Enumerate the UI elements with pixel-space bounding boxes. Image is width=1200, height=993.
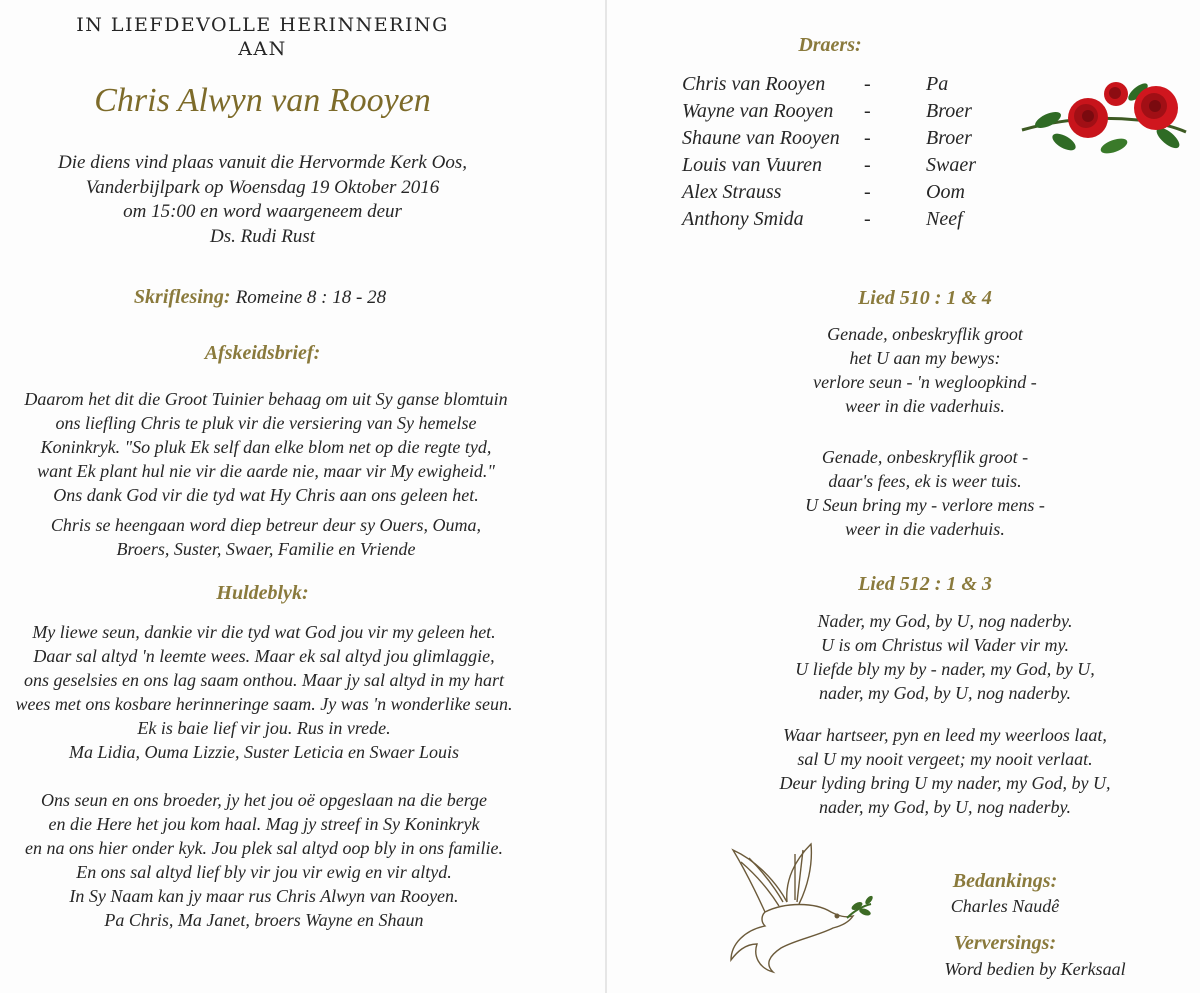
farewell-heading: Afskeidsbrief: xyxy=(204,342,321,364)
hymn2-text xyxy=(745,609,1145,819)
header-line-1: IN LIEFDEVOLLE HERINNERING xyxy=(76,14,449,36)
hymn1-heading: Lied 510 : 1 & 4 xyxy=(858,287,992,309)
hymn-line: sal U my nooit vergeet; my nooit verlaat. xyxy=(797,749,1093,769)
bearer-name: Anthony Smida xyxy=(682,208,804,230)
farewell-line: Daarom het dit die Groot Tuinier behaag om uit Sy ganse blomtuin xyxy=(24,389,508,409)
deceased-name: Chris Alwyn van Rooyen xyxy=(94,82,431,119)
tribute-line: En ons sal altyd lief bly vir jou vir ewig en vir altyd. xyxy=(76,862,452,882)
service-line: om 15:00 en word waargeneem deur xyxy=(123,201,402,222)
tribute-line: Ons seun en ons broeder, jy het jou oë opgeslaan na die berge xyxy=(40,790,488,810)
dove-icon xyxy=(725,840,875,980)
hymn-line: weer in die vaderhuis. xyxy=(845,519,1005,539)
farewell-line: Chris se heengaan word diep betreur deur sy Ouers, Ouma, xyxy=(50,515,482,535)
thanks-value: Charles Naudê xyxy=(950,896,1060,916)
tribute-line: Pa Chris, Ma Janet, broers Wayne en Shaun xyxy=(104,910,424,930)
header-line-2: AAN xyxy=(238,38,287,60)
refreshments-heading: Verversings: xyxy=(953,932,1057,954)
bearer-name: Chris van Rooyen xyxy=(682,73,826,95)
hymn-line: Waar hartseer, pyn en leed my weerloos laat, xyxy=(783,725,1107,745)
service-details xyxy=(0,151,525,249)
farewell-line: Koninkryk. "So pluk Ek self dan elke blom net op die regte tyd, xyxy=(40,437,492,457)
tribute-line: Ma Lidia, Ouma Lizzie, Suster Leticia en Swaer Louis xyxy=(68,742,459,762)
hymn-line: het U aan my bewys: xyxy=(849,348,1001,368)
bearer-name: Alex Strauss xyxy=(682,181,782,203)
farewell-line: ons liefling Chris te pluk vir die versiering van Sy hemelse xyxy=(55,413,477,433)
bearer-row xyxy=(682,127,982,154)
bearer-relation: Pa xyxy=(926,73,949,95)
hymn-line: U Seun bring my - verlore mens - xyxy=(805,495,1045,515)
scripture-reading xyxy=(0,286,520,311)
farewell-letter xyxy=(0,387,532,561)
service-line: Die diens vind plaas vanuit die Hervormde Kerk Oos, xyxy=(58,152,467,173)
roses-icon xyxy=(1018,74,1190,160)
tribute-line: My liewe seun, dankie vir die tyd wat God jou vir my geleen het. xyxy=(32,622,496,642)
bearer-name: Wayne van Rooyen xyxy=(682,100,834,122)
bearer-row xyxy=(682,100,982,127)
hymn-line: Nader, my God, by U, nog naderby. xyxy=(817,611,1073,631)
hymn-line: U is om Christus wil Vader vir my. xyxy=(820,635,1070,655)
bearer-name: Louis van Vuuren xyxy=(682,154,822,176)
bearer-row xyxy=(682,208,982,235)
bearer-relation: Oom xyxy=(926,181,965,203)
bearers-table xyxy=(682,73,982,235)
bearer-row xyxy=(682,154,982,181)
farewell-line: Broers, Suster, Swaer, Familie en Vriende xyxy=(116,539,416,559)
refreshments-value: Word bedien by Kerksaal xyxy=(944,959,1126,979)
tribute-line: wees met ons kosbare herinneringe saam. Jy was 'n wonderlike seun. xyxy=(15,694,513,714)
bearer-row xyxy=(682,181,982,208)
tribute-line: Ek is baie lief vir jou. Rus in vrede. xyxy=(137,718,391,738)
tribute-line: ons geselsies en ons lag saam onthou. Maar jy sal altyd in my hart xyxy=(24,670,504,690)
bearer-relation: Broer xyxy=(926,100,972,122)
page-fold xyxy=(605,0,607,993)
bearer-dash: - xyxy=(864,100,871,122)
hymn-line: Genade, onbeskryflik groot xyxy=(827,324,1023,344)
thanks-heading: Bedankings: xyxy=(952,870,1058,892)
bearer-relation: Neef xyxy=(926,208,963,230)
hymn-line: U liefde bly my by - nader, my God, by U, xyxy=(795,659,1095,679)
bearer-dash: - xyxy=(864,181,871,203)
hymn-line: nader, my God, by U, nog naderby. xyxy=(819,683,1071,703)
service-line: Vanderbijlpark op Woensdag 19 Oktober 2016 xyxy=(85,176,440,198)
hymn-line: daar's fees, ek is weer tuis. xyxy=(828,471,1022,491)
bearer-dash: - xyxy=(864,208,871,230)
bearer-relation: Swaer xyxy=(926,154,976,176)
bearer-name: Shaune van Rooyen xyxy=(682,127,840,149)
hymn-line: Genade, onbeskryflik groot - xyxy=(821,447,1029,467)
hymn2-heading: Lied 512 : 1 & 3 xyxy=(858,573,992,595)
farewell-line: Ons dank God vir die tyd wat Hy Chris aan ons geleen het. xyxy=(53,485,479,505)
service-line: Ds. Rudi Rust xyxy=(209,225,316,247)
tribute-line: In Sy Naam kan jy maar rus Chris Alwyn van Rooyen. xyxy=(69,886,459,906)
tribute-line: en na ons hier onder kyk. Jou plek sal altyd oop bly in ons familie. xyxy=(25,838,503,858)
bearer-dash: - xyxy=(864,154,871,176)
hymn1-text xyxy=(780,322,1070,541)
bearer-row xyxy=(682,73,982,100)
memorial-header xyxy=(0,14,525,60)
tribute-line: Daar sal altyd 'n leemte wees. Maar ek sal altyd jou glimlaggie, xyxy=(33,646,495,666)
farewell-line: want Ek plant hul nie vir die aarde nie, maar vir My ewigheid." xyxy=(37,461,495,481)
hymn-line: Deur lyding bring U my nader, my God, by U, xyxy=(779,773,1111,793)
tribute-line: en die Here het jou kom haal. Mag jy streef in Sy Koninkryk xyxy=(48,814,480,834)
bearers-heading: Draers: xyxy=(798,34,862,56)
tribute-heading: Huldeblyk: xyxy=(216,582,309,604)
scripture-label: Skriflesing: xyxy=(133,286,231,308)
tribute-text xyxy=(0,620,528,932)
bearer-dash: - xyxy=(864,73,871,95)
scripture-value: Romeine 8 : 18 - 28 xyxy=(235,287,387,308)
hymn-line: verlore seun - 'n wegloopkind - xyxy=(813,372,1037,392)
bearer-dash: - xyxy=(864,127,871,149)
hymn-line: weer in die vaderhuis. xyxy=(845,396,1005,416)
bearer-relation: Broer xyxy=(926,127,972,149)
hymn-line: nader, my God, by U, nog naderby. xyxy=(819,797,1071,817)
